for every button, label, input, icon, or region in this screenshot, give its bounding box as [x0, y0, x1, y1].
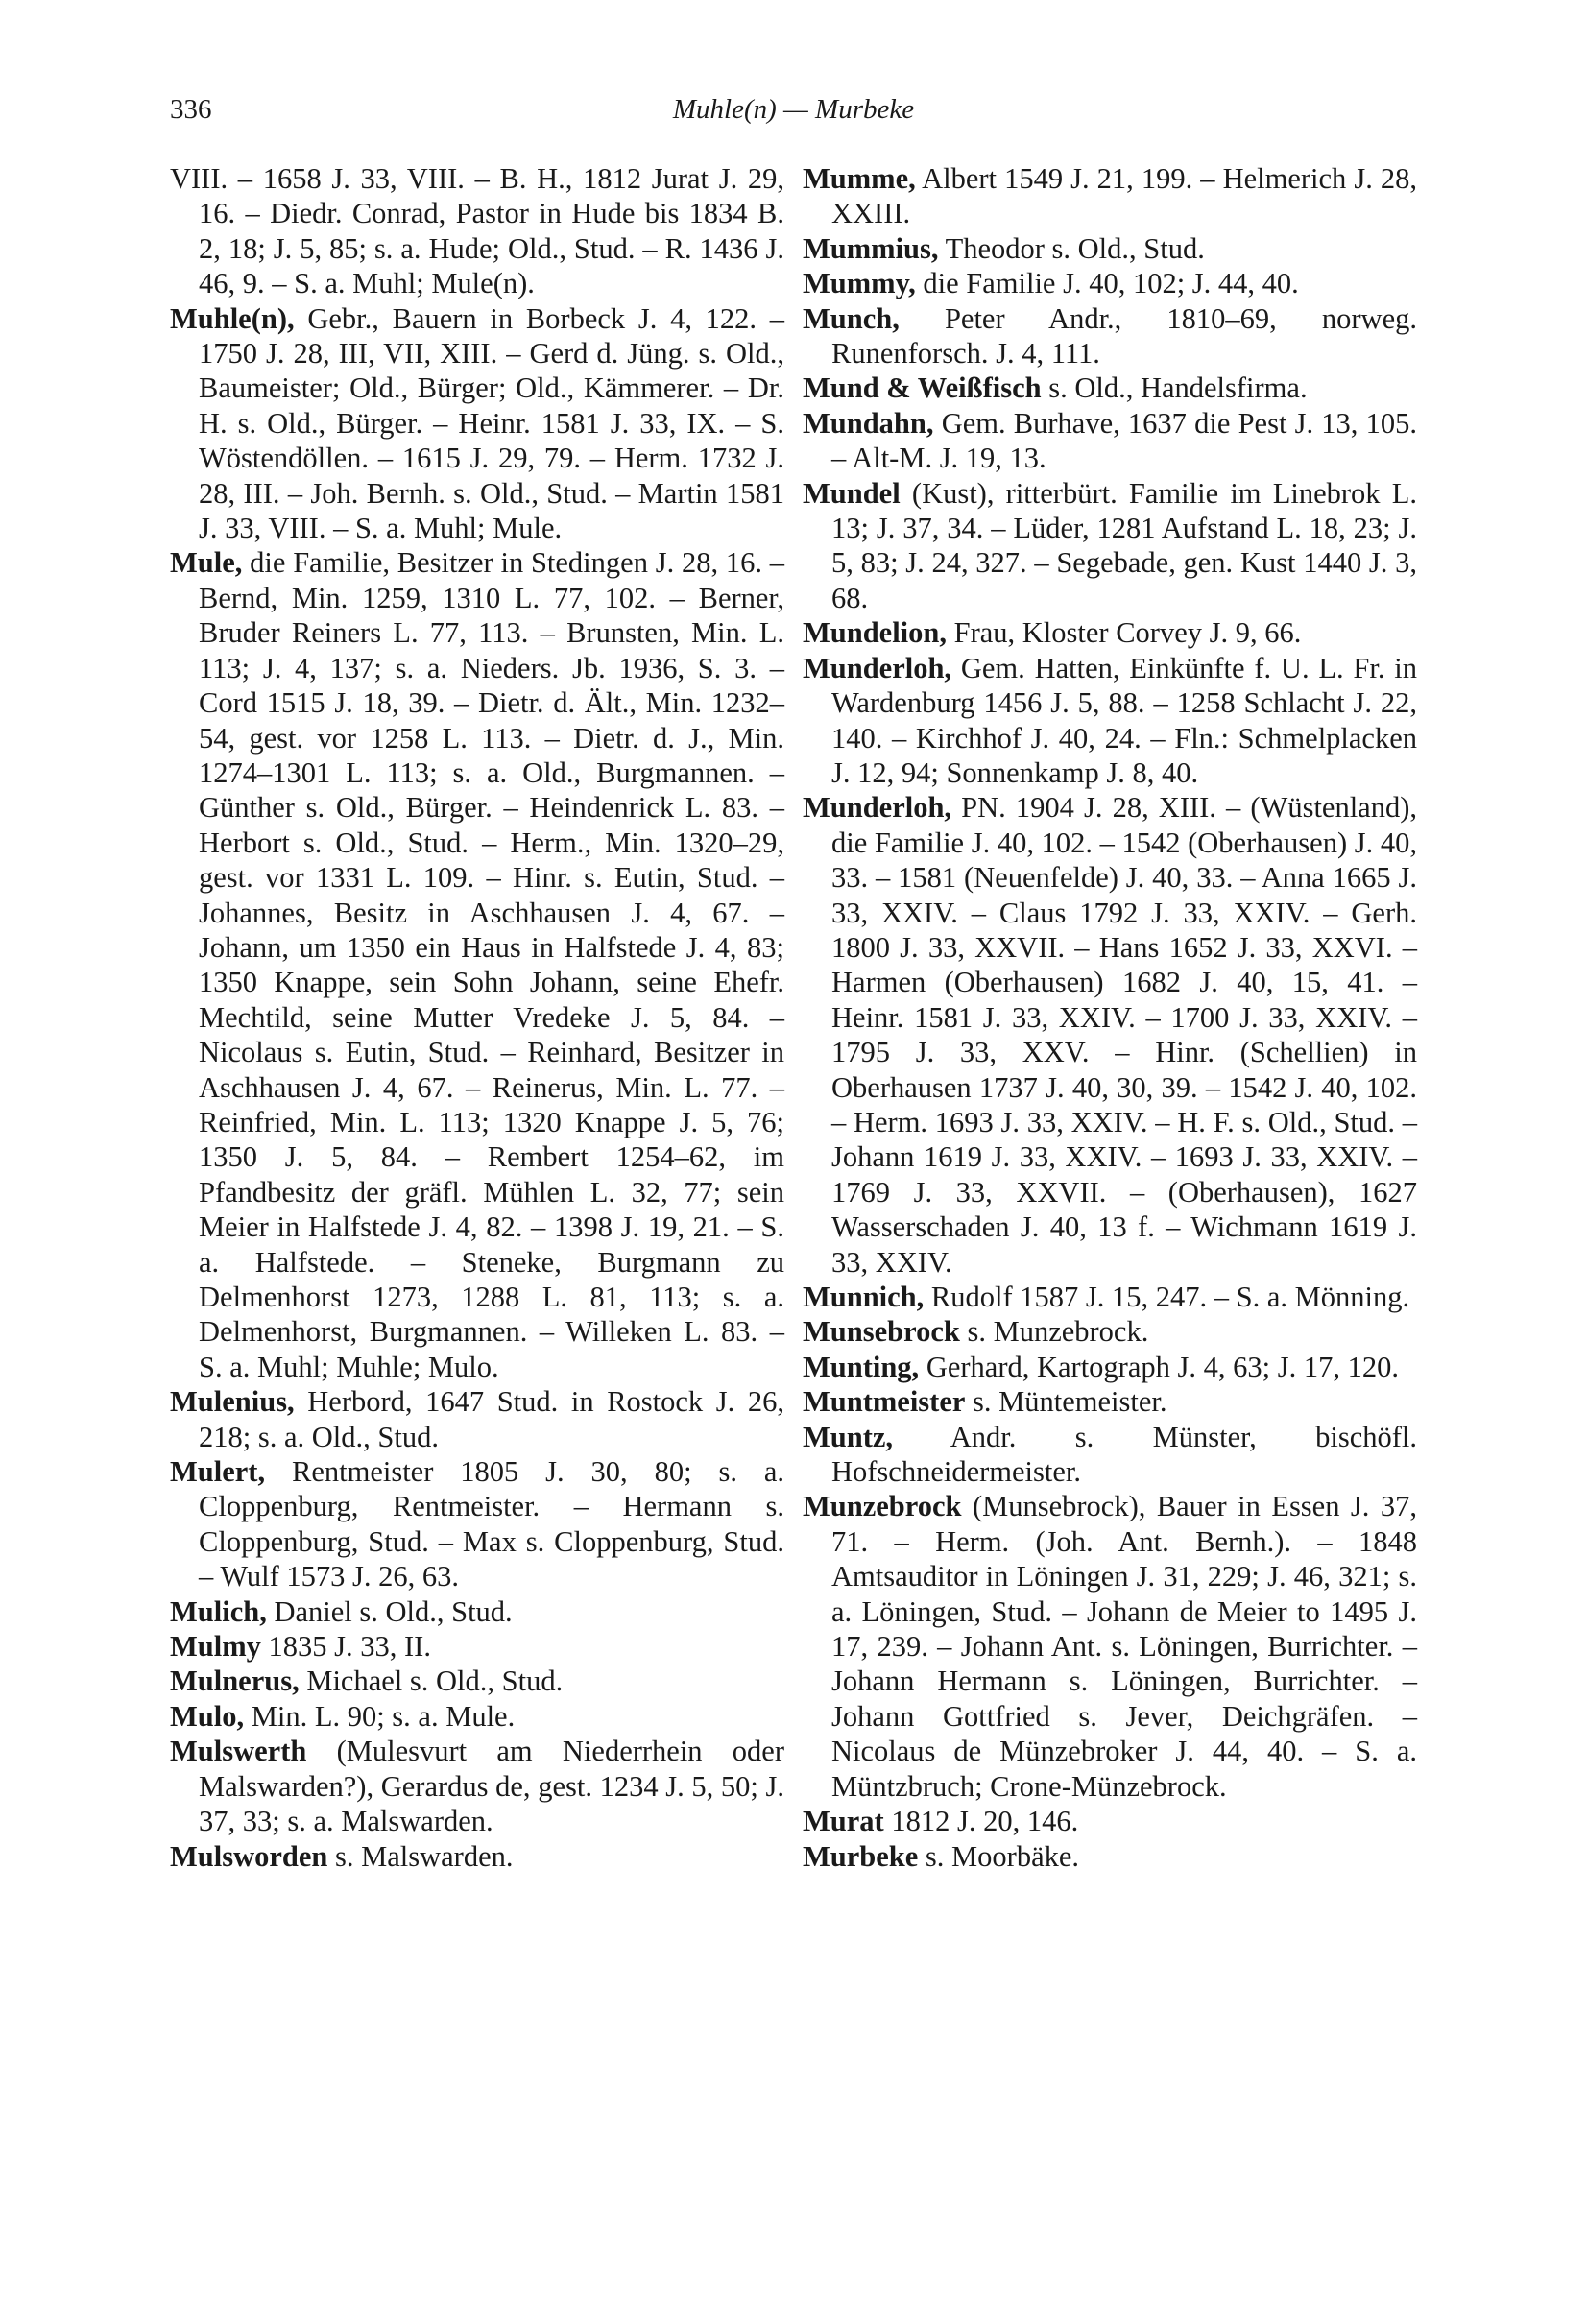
index-entry: [170, 1454, 784, 1594]
index-entry: [803, 1804, 1417, 1838]
entry-headword: Mundelion,: [803, 616, 947, 650]
index-entry: [803, 615, 1417, 650]
index-entry: [803, 651, 1417, 791]
index-entry: [803, 231, 1417, 266]
index-entry: [170, 545, 784, 1384]
entry-text: s. Moorbäke.: [925, 1839, 1080, 1873]
entry-headword: Mulo,: [170, 1699, 245, 1733]
entry-text: Herbord, 1647 Stud. in Rostock J. 26, 218; s. a. Old., Stud.: [199, 1385, 784, 1453]
index-entry: [803, 301, 1417, 371]
index-entry: [803, 1384, 1417, 1419]
entry-headword: Munting,: [803, 1350, 920, 1383]
index-entry: [803, 161, 1417, 231]
entry-headword: Munnich,: [803, 1281, 925, 1313]
entry-text: die Familie J. 40, 102; J. 44, 40.: [923, 267, 1299, 300]
entry-headword: Muhle(n),: [170, 301, 295, 335]
entry-text: Min. L. 90; s. a. Mule.: [251, 1699, 516, 1733]
entry-text: Albert 1549 J. 21, 199. – Helmerich J. 28, XXIII.: [831, 162, 1417, 230]
index-entry: [803, 790, 1417, 1280]
entry-text: (Mulesvurt am Niederrhein oder Malswarden?), Gerardus de, gest. 1234 J. 5, 50; J. 37, 33; s. a. Malswarden.: [199, 1735, 784, 1838]
entry-headword: Mulsworden: [170, 1839, 328, 1873]
index-entry: [170, 1594, 784, 1629]
entry-text: Peter Andr., 1810–69, norweg. Runenforsch. J. 4, 111.: [831, 301, 1417, 371]
entry-headword: Mundel: [803, 476, 901, 510]
entry-text: Gerhard, Kartograph J. 4, 63; J. 17, 120.: [926, 1350, 1399, 1383]
entry-text: Michael s. Old., Stud.: [306, 1665, 564, 1698]
entry-headword: Mule,: [170, 546, 243, 580]
running-head: Muhle(n) — Murbeke: [672, 94, 915, 125]
entry-text: 1835 J. 33, II.: [268, 1630, 431, 1664]
entry-headword: Mummy,: [803, 267, 916, 300]
index-entry: [170, 161, 784, 301]
entry-headword: Murat: [803, 1805, 884, 1838]
entry-text: s. Munzebrock.: [967, 1315, 1149, 1349]
index-entry: [803, 1314, 1417, 1349]
index-entry: [803, 406, 1417, 476]
entry-text: Andr. s. Münster, bischöfl. Hofschneidermeister.: [831, 1420, 1417, 1489]
entry-headword: Mumme,: [803, 162, 916, 195]
entry-text: Gebr., Bauern in Borbeck J. 4, 122. – 1750 J. 28, III, VII, XIII. – Gerd d. Jüng. s. Old., Baumeister; Old., Bürger; Old., Kämmerer. – Dr. H. s. Old., Bürger. – Heinr. 1581 J. 33, IX. – S. Wöstendöllen. – 1615 J. 29, 79. – Herm. 1732 J. 28, III. – Joh. Bernh. s. Old., Stud. – Martin 1581 J. 33, VIII. – S. a. Muhl; Mule.: [199, 301, 785, 545]
entry-text: Rudolf 1587 J. 15, 247. – S. a. Mönning.: [930, 1281, 1410, 1313]
left-column: [170, 161, 784, 1874]
entry-text: s. Old., Handelsfirma.: [1048, 371, 1308, 405]
entry-headword: Mundahn,: [803, 406, 934, 440]
index-entry: [170, 301, 784, 546]
entry-headword: Murbeke: [803, 1839, 919, 1873]
entry-headword: Munsebrock: [803, 1315, 960, 1349]
index-entry: [803, 266, 1417, 300]
entry-text: (Kust), ritterbürt. Familie im Linebrok L. 13; J. 37, 34. – Lüder, 1281 Aufstand L. 18, 23; J. 5, 83; J. 24, 327. – Segebade, gen. Kust 1440 J. 3, 68.: [831, 476, 1417, 614]
entry-headword: Mulert,: [170, 1455, 266, 1489]
entry-headword: Mulenius,: [170, 1385, 295, 1419]
entry-headword: Muntz,: [803, 1420, 894, 1453]
entry-headword: Mummius,: [803, 231, 939, 265]
entry-headword: Munch,: [803, 301, 900, 335]
entry-headword: Muntmeister: [803, 1385, 966, 1419]
entry-text: VIII. – 1658 J. 33, VIII. – B. H., 1812 Jurat J. 29, 16. – Diedr. Conrad, Pastor in Hude bis 1834 B. 2, 18; J. 5, 85; s. a. Hude; Old., Stud. – R. 1436 J. 46, 9. – S. a. Muhl; Mule(n).: [170, 162, 784, 300]
index-entry: [803, 371, 1417, 405]
entry-text: Rentmeister 1805 J. 30, 80; s. a. Cloppenburg, Rentmeister. – Hermann s. Cloppenburg, Stud. – Max s. Cloppenburg, Stud. – Wulf 1573 J. 26, 63.: [199, 1455, 784, 1593]
entry-text: (Munsebrock), Bauer in Essen J. 37, 71. – Herm. (Joh. Ant. Bernh.). – 1848 Amtsauditor in Löningen J. 31, 229; J. 46, 321; s. a. Löningen, Stud. – Johann de Meier to 1495 J. 17, 239. – Johann Ant. s. Löningen, Burrichter. – Johann Hermann s. Löningen, Burrichter. – Johann Gottfried s. Jever, Deichgräfen. – Nicolaus de Münzebroker J. 44, 40. – S. a. Müntzbruch; Crone-Münzebrock.: [831, 1490, 1418, 1803]
index-entry: [170, 1839, 784, 1874]
entry-text: Frau, Kloster Corvey J. 9, 66.: [953, 616, 1302, 650]
index-entry: [803, 1489, 1417, 1804]
index-entry: [170, 1699, 784, 1734]
entry-headword: Mund & Weißfisch: [803, 371, 1042, 405]
index-entry: [803, 1839, 1417, 1874]
index-entry: [170, 1734, 784, 1838]
entry-text: s. Müntemeister.: [973, 1385, 1167, 1419]
entry-text: s. Malswarden.: [335, 1839, 514, 1873]
index-entry: [803, 1420, 1417, 1490]
entry-headword: Mulmy: [170, 1630, 261, 1664]
entry-headword: Munzebrock: [803, 1490, 962, 1523]
right-column: [803, 161, 1417, 1874]
entry-headword: Mulich,: [170, 1594, 267, 1628]
index-entry: [803, 1280, 1417, 1314]
entry-text: Gem. Hatten, Einkünfte f. U. L. Fr. in Wardenburg 1456 J. 5, 88. – 1258 Schlacht J. 22, 140. – Kirchhof J. 40, 24. – Fln.: Schmelplacken J. 12, 94; Sonnenkamp J. 8, 40.: [831, 651, 1417, 789]
entry-text: Daniel s. Old., Stud.: [274, 1594, 513, 1628]
index-entry: [170, 1664, 784, 1698]
index-entry: [170, 1629, 784, 1664]
page-number: 336: [170, 94, 212, 125]
entry-text: 1812 J. 20, 146.: [891, 1805, 1079, 1838]
entry-text: Theodor s. Old., Stud.: [945, 231, 1205, 265]
index-entry: [803, 1350, 1417, 1384]
entry-headword: Munderloh,: [803, 791, 952, 825]
entry-headword: Mulswerth: [170, 1735, 307, 1768]
entry-text: die Familie, Besitzer in Stedingen J. 28, 16. – Bernd, Min. 1259, 1310 L. 77, 102. – Berner, Bruder Reiners L. 77, 113. – Brunsten, Min. L. 113; J. 4, 137; s. a. Nieders. Jb. 1936, S. 3. – Cord 1515 J. 18, 39. – Dietr. d. Ält., Min. 1232–54, gest. vor 1258 L. 113. – Dietr. d. J., Min. 1274–1301 L. 113; s. a. Old., Burgmannen. – Günther s. Old., Bürger. – Heindenrick L. 83. – Herbort s. Old., Stud. – Herm., Min. 1320–29, gest. vor 1331 L. 109. – Hinr. s. Eutin, Stud. – Johannes, Besitz in Aschhausen J. 4, 67. – Johann, um 1350 ein Haus in Halfstede J. 4, 83; 1350 Knappe, sein Sohn Johann, seine Ehefr. Mechtild, seine Mutter Vredeke J. 5, 84. – Nicolaus s. Eutin, Stud. – Reinhard, Besitzer in Aschhausen J. 4, 67. – Reinerus, Min. L. 77. – Reinfried, Min. L. 113; 1320 Knappe J. 5, 76; 1350 J. 5, 84. – Rembert 1254–62, im Pfandbesitz der gräfl. Mühlen L. 32, 77; sein Meier in Halfstede J. 4, 82. – 1398 J. 19, 21. – S. a. Halfstede. – Steneke, Burgmann zu Delmenhorst 1273, 1288 L. 81, 113; s. a. Delmenhorst, Burgmannen. – Willeken L. 83. – S. a. Muhl; Muhle; Mulo.: [199, 546, 785, 1383]
index-entry: [803, 476, 1417, 616]
index-entry: [170, 1384, 784, 1454]
entry-headword: Munderloh,: [803, 651, 952, 684]
entry-headword: Mulnerus,: [170, 1665, 300, 1698]
entry-text: PN. 1904 J. 28, XIII. – (Wüstenland), die Familie J. 40, 102. – 1542 (Oberhausen) J. 40, 33. – 1581 (Neuenfelde) J. 40, 33. – Anna 1665 J. 33, XXIV. – Claus 1792 J. 33, XXIV. – Gerh. 1800 J. 33, XXVII. – Hans 1652 J. 33, XXVI. – Harmen (Oberhausen) 1682 J. 40, 15, 41. – Heinr. 1581 J. 33, XXIV. – 1700 J. 33, XXIV. – 1795 J. 33, XXV. – Hinr. (Schellien) in Oberhausen 1737 J. 40, 30, 39. – 1542 J. 40, 102. – Herm. 1693 J. 33, XXIV. – H. F. s. Old., Stud. – Johann 1619 J. 33, XXIV. – 1693 J. 33, XXIV. – 1769 J. 33, XXVII. – (Oberhausen), 1627 Wasserschaden J. 40, 13 f. – Wichmann 1619 J. 33, XXIV.: [831, 791, 1417, 1279]
entry-text: Gem. Burhave, 1637 die Pest J. 13, 105. – Alt-M. J. 19, 13.: [831, 406, 1418, 475]
